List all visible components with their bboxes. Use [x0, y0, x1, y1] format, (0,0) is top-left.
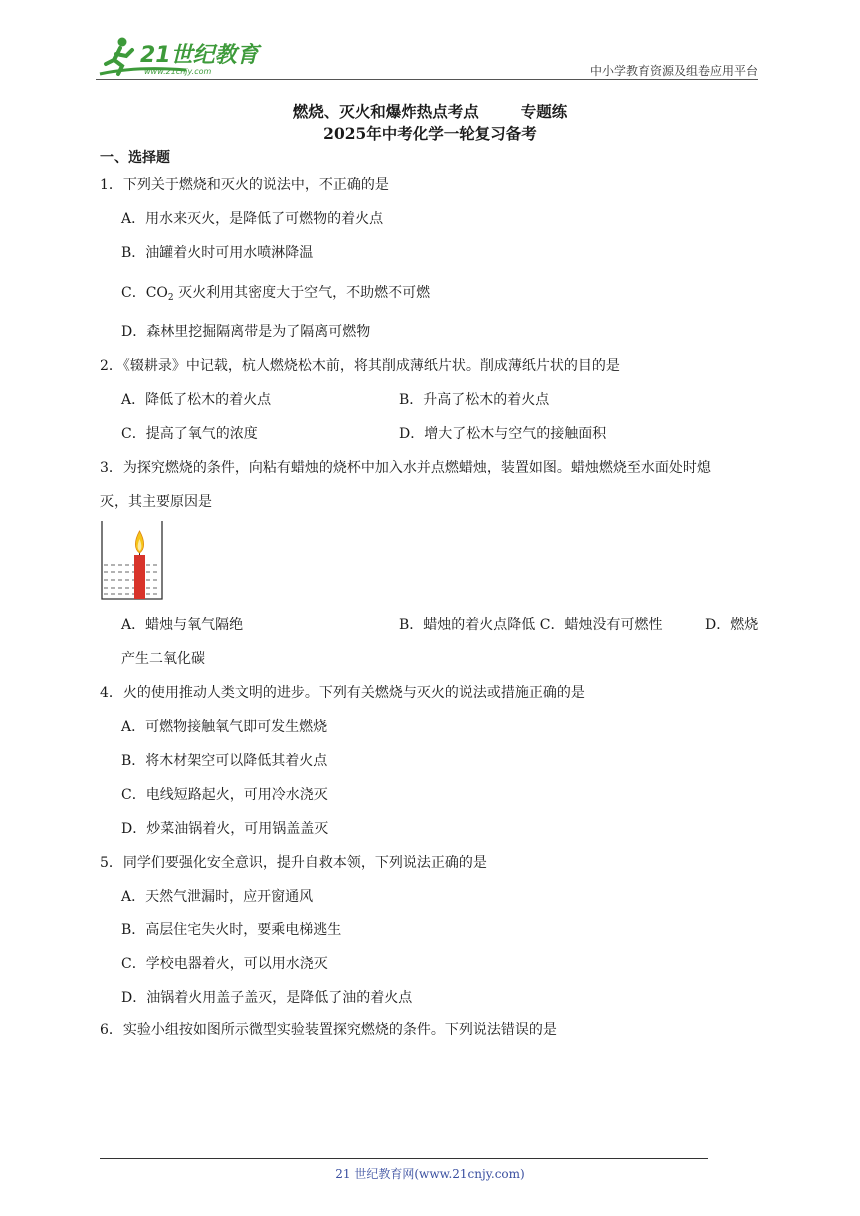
- page-title: [0, 100, 860, 122]
- question-3-option-a: A．蜡烛与氧气隔绝: [121, 617, 244, 633]
- question-3-stem: 3．为探究燃烧的条件，向粘有蜡烛的烧杯中加入水并点燃蜡烛，装置如图。蜡烛燃烧至水面处时熄: [100, 460, 711, 476]
- beaker-outline: [102, 521, 162, 599]
- question-5-option-c: C．学校电器着火，可以用水浇灭: [121, 956, 328, 972]
- section-heading: 一、选择题: [100, 150, 170, 166]
- logo-text: 21世纪教育: [140, 43, 259, 68]
- question-1-option-a: A．用水来灭火，是降低了可燃物的着火点: [121, 211, 384, 227]
- question-4-stem: 4．火的使用推动人类文明的进步。下列有关燃烧与灭火的说法或措施正确的是: [100, 685, 585, 701]
- header-divider: [96, 79, 758, 80]
- question-4-option-c: C．电线短路起火，可用冷水浇灭: [121, 787, 328, 803]
- logo-url: www.21cnjy.com: [144, 67, 212, 76]
- question-1-stem: 1．下列关于燃烧和灭火的说法中，不正确的是: [100, 177, 389, 193]
- question-2-option-c: C．提高了氧气的浓度: [121, 426, 258, 442]
- co2-formula: $CO_2$: [145, 285, 174, 303]
- question-3-option-d: D．燃烧: [705, 617, 759, 633]
- page-footer[interactable]: 21 世纪教育网(www.21cnjy.com): [335, 1167, 525, 1181]
- question-1-option-d: D．森林里挖掘隔离带是为了隔离可燃物: [121, 324, 371, 340]
- question-3-option-d-cont: 产生二氧化碳: [121, 651, 205, 667]
- header-tagline: 中小学教育资源及组卷应用平台: [589, 64, 758, 78]
- question-1-option-c: [121, 282, 430, 303]
- footer-divider: [100, 1158, 708, 1159]
- beaker-candle-diagram: [100, 519, 164, 601]
- question-3-option-bc: B．蜡烛的着火点降低 C．蜡烛没有可燃性: [399, 617, 663, 633]
- question-4-option-a: A．可燃物接触氧气即可发生燃烧: [121, 719, 328, 735]
- question-4-option-b: B．将木材架空可以降低其着火点: [121, 753, 328, 769]
- question-3-stem-cont: 灭，其主要原因是: [100, 494, 212, 510]
- question-4-option-d: D．炒菜油锅着火，可用锅盖盖灭: [121, 821, 329, 837]
- question-5-stem: 5．同学们要强化安全意识，提升自救本领，下列说法正确的是: [100, 855, 487, 871]
- question-1-option-b: B．油罐着火时可用水喷淋降温: [121, 245, 314, 261]
- question-6-stem: 6．实验小组按如图所示微型实验装置探究燃烧的条件。下列说法错误的是: [100, 1022, 557, 1038]
- title-topic: 燃烧、灭火和爆炸热点考点: [292, 102, 479, 121]
- question-2-option-a: A．降低了松木的着火点: [121, 392, 272, 408]
- option-c-text: 灭火利用其密度大于空气，不助燃不可燃: [178, 285, 431, 301]
- question-2-option-b: B．升高了松木的着火点: [399, 392, 550, 408]
- site-logo: [96, 34, 266, 78]
- option-c-prefix: C．: [121, 285, 146, 301]
- question-5-option-b: B．高层住宅失火时，要乘电梯逃生: [121, 922, 342, 938]
- candle: [134, 555, 145, 599]
- question-2-stem: 2．《辍耕录》中记载，杭人燃烧松木前，将其削成薄纸片状。削成薄纸片状的目的是: [100, 358, 620, 374]
- question-2-option-d: D．增大了松木与空气的接触面积: [399, 426, 607, 442]
- question-5-option-a: A．天然气泄漏时，应开窗通风: [121, 889, 314, 905]
- page-subtitle: 2025年中考化学一轮复习备考: [323, 124, 537, 143]
- question-5-option-d: D．油锅着火用盖子盖灭，是降低了油的着火点: [121, 990, 413, 1006]
- page-header: [96, 30, 758, 80]
- title-type: 专题练: [520, 102, 568, 121]
